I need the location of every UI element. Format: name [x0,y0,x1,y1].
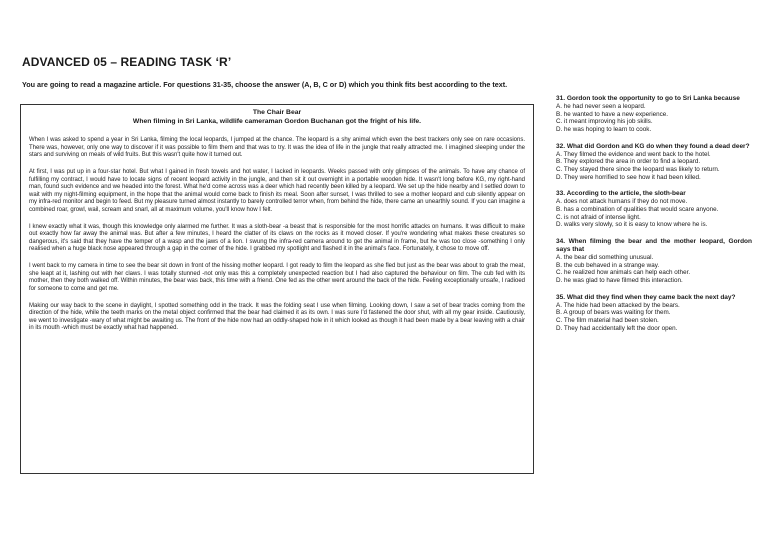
answer-option[interactable]: C. he realized how animals can help each other. [556,269,691,277]
article-paragraph: I went back to my camera in time to see the bear sit down in front of the hissing mother leopard. I got ready to film the leopard as she fled but just as the bear was about to grab the meat, she leapt at it, lashing out with her claws. I was totally stunned -not only was this a completely unexpected reaction but I had also captured the behaviour on film. The cub fed with its mother, then they both walked off. Within minutes, the bear was back, this time with a friend. One fed as the other went around the back of the hide. Feeling exceptionally unsafe, I radioed for someone to come and get me. [29,263,525,292]
question-32 [556,143,752,182]
question-35 [556,294,752,333]
answer-option[interactable]: D. They had accidentally left the door open. [556,324,678,332]
answer-option[interactable]: A. They filmed the evidence and went back to the hotel. [556,150,711,158]
article-paragraph: Making our way back to the scene in daylight, I spotted something odd in the track. It was the folding seat I use when filming. Looking down, I saw a set of bear tracks coming from the direction of the hide, while the teeth marks on the metal object confirmed that the bear had claimed it as its own. I was sure I'd fastened the door shut, with all my gear inside. Cautiously, we went to investigate -wary of what might be awaiting us. The front of the hide now had an oddly-shaped hole in it which looked as though it had been made by a bear leaving with a chair in its mouth -which must be exactly what had happened. [29,302,525,331]
task-instructions: You are going to read a magazine article. For questions 31-35, choose the answer (A, B, C or D) which you think fits best according to the text. [22,80,508,89]
question-stem: 35. What did they find when they came back the next day? [556,293,736,301]
answer-option[interactable]: B. A group of bears was waiting for them. [556,309,671,317]
article-subtitle: When filming in Sri Lanka, wildlife cameraman Gordon Buchanan got the fright of his life. [132,117,422,125]
answer-option[interactable]: B. has a combination of qualities that would scare anyone. [556,205,719,213]
article-paragraph: When I was asked to spend a year in Sri Lanka, filming the local leopards, I jumped at the chance. The leopard is a shy animal which even the best trackers only see on rare occasions. There was, however, only one way to discover if it was possible to film them and that was to try. It was the idea of life in the jungle that really attracted me. I imagined sleeping under the stars and surviving on meals of wild fruits. But this wasn't quite how it turned out. [29,137,525,158]
answer-option[interactable]: A. he had never seen a leopard. [556,103,646,111]
question-stem: 33. According to the article, the sloth-bear [556,190,686,198]
answer-option[interactable]: B. he wanted to have a new experience. [556,110,669,118]
page-heading: ADVANCED 05 – READING TASK ‘R’ [22,55,232,69]
answer-option[interactable]: C. The film material had been stolen. [556,316,659,324]
article-box [20,104,534,474]
answer-option[interactable]: D. walks very slowly, so it is easy to know where he is. [556,221,708,229]
answer-option[interactable]: A. The hide had been attacked by the bears. [556,301,680,309]
article-title: The Chair Bear [252,109,302,116]
answer-option[interactable]: D. he was hoping to learn to cook. [556,125,652,133]
question-34 [556,238,752,285]
question-stem: 31. Gordon took the opportunity to go to Sri Lanka because [556,95,740,102]
answer-option[interactable]: C. is not afraid of intense light. [556,213,641,221]
answer-option[interactable]: C. They stayed there since the leopard was likely to return. [556,165,720,173]
answer-option[interactable]: A. the bear did something unusual. [556,254,654,262]
question-stem: 32. What did Gordon and KG do when they found a dead deer? [556,142,750,150]
answer-option[interactable]: D. he was glad to have filmed this interaction. [556,276,683,284]
article-paragraph: At first, I was put up in a four-star hotel. But what I gained in fresh towels and hot water, I lacked in leopards. Weeks passed with only glimpses of the animals. To have any chance of fulfilling my contract, I would have to locate signs of recent leopard activity in the jungle, and then sit it out overnight in a portable wooden hide. It wasn't long before KG, my right-hand man, found such evidence and we headed into the forest. What he'd come across was a deer which had recently been killed by a leopard. We set up the hide nearby and I settled down to wait with my night-filming equipment, in the hope that the animal would come back to finish its meal. Soon after sunset, I was thrilled to see a mother leopard and cub silently appear on my infra-red monitor and begin to feed. But my pleasure turned almost instantly to barely controlled terror when, from behind the hide, there came an unearthly sound. If you can imagine a combined roar, growl, wail, scream and snarl, all at maximum volume, you'll know how I felt. [29,169,525,213]
answer-option[interactable]: B. the cub behaved in a strange way. [556,261,660,269]
question-33 [556,190,752,229]
answer-option[interactable]: A. does not attack humans if they do not move. [556,198,688,206]
answer-option[interactable]: C. it meant improving his job skills. [556,118,653,126]
question-stem: 34. When filming the bear and the mother leopard, Gordon says that [556,237,752,253]
answer-option[interactable]: D. They were horrified to see how it had been killed. [556,173,701,181]
question-31 [556,95,752,134]
questions-column [556,95,752,341]
answer-option[interactable]: B. They explored the area in order to find a leopard. [556,158,701,166]
article-paragraph: I knew exactly what it was, though this knowledge only alarmed me further. It was a sloth-bear -a beast that is responsible for the most horrific attacks on humans. It was difficult to make out exactly how far away the animal was. But after a few minutes, I heard the clatter of its claws on the rocks as it moved closer. If you're wondering what makes these creatures so dangerous, it's said that they have the temper of a wasp and the jaws of a lion. I swung the infra-red camera around to get the animal in frame, but he was too close -something I only realised when a huge black nose appeared through a gap in the corner of the hide. I grabbed my spotlight and flashed it in the animal's face. Fortunately, it chose to move off. [29,223,525,252]
